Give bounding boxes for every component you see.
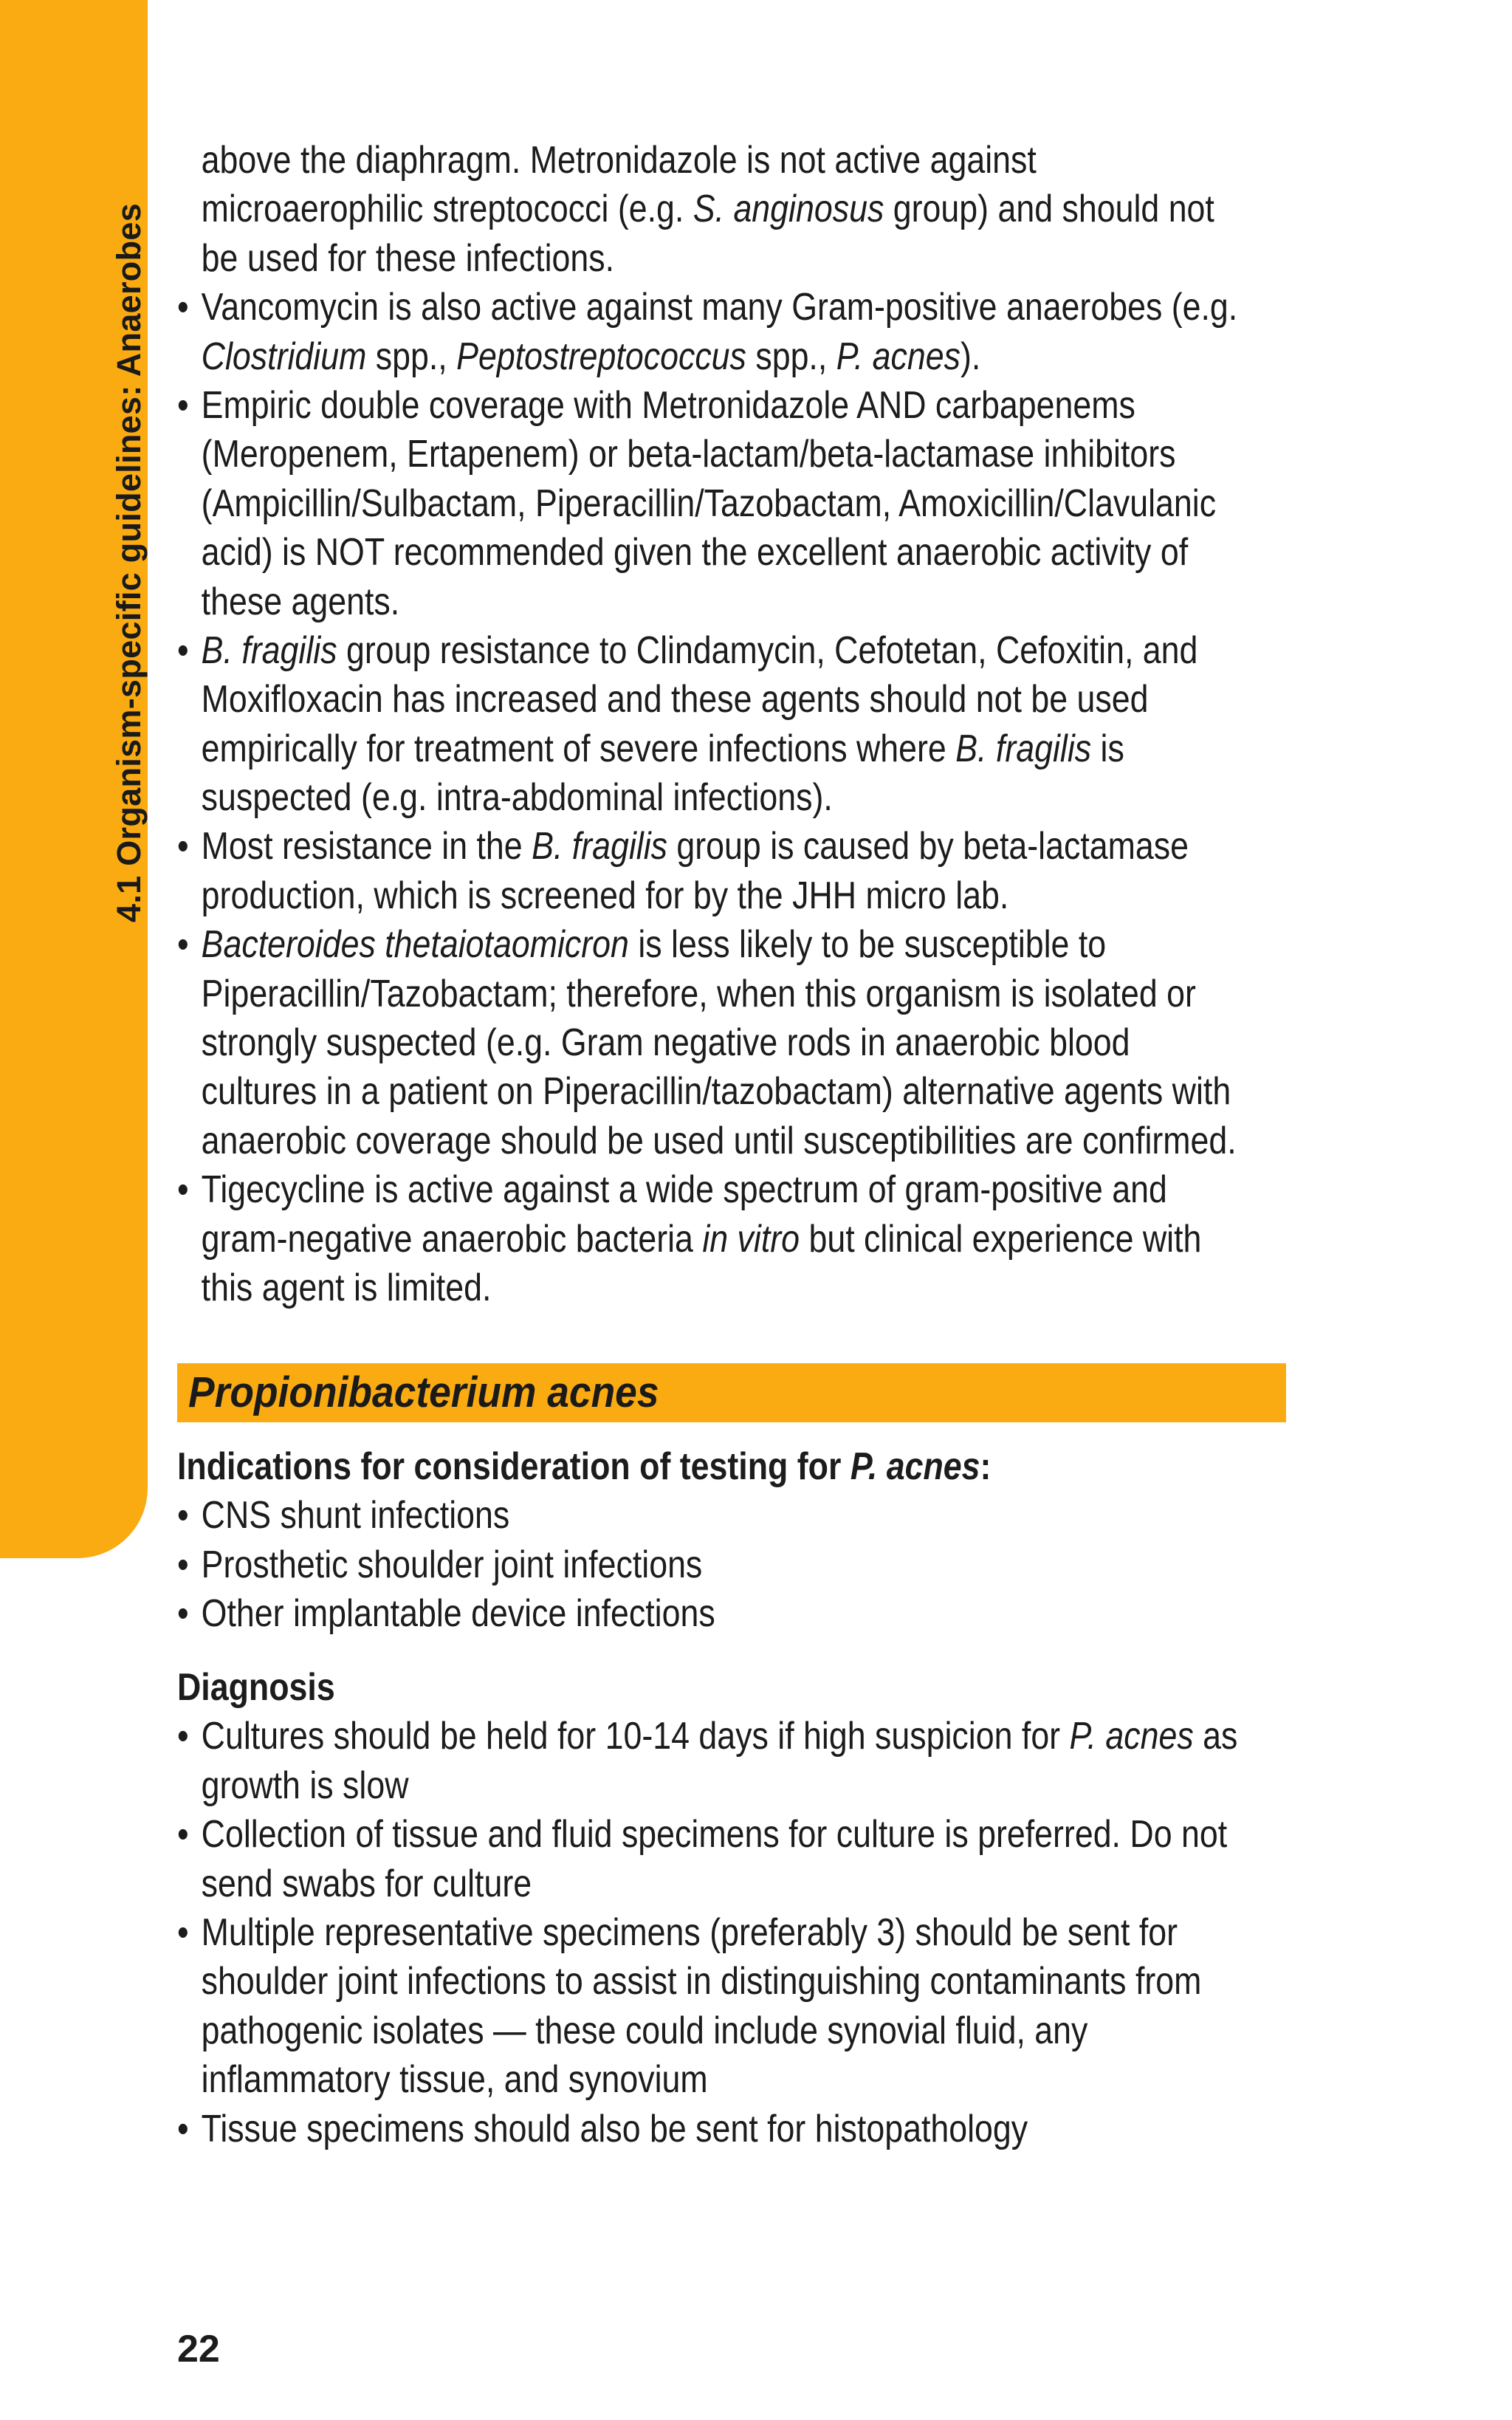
list-item-line: • Most resistance in the B. fragilis group is caused by beta-lactamase [177,822,1168,871]
list-item [177,1165,1329,1312]
list-item-line: • Multiple representative specimens (preferably 3) should be sent for [177,1908,1168,1957]
page-number: 22 [177,2328,220,2371]
list-item-line: • CNS shunt infections [177,1491,1168,1540]
bullet-icon: • [177,1592,189,1636]
list-item-line: • B. fragilis group resistance to Clindamycin, Cefotetan, Cefoxitin, and [177,626,1168,675]
diagnosis-list [177,1712,1329,2153]
list-item [177,1712,1329,1810]
bullet-icon: • [177,923,189,967]
bullet-icon: • [177,1168,189,1212]
diagnosis-block [177,1663,1329,2153]
body-text [177,136,1329,1312]
paragraph-line: above the diaphragm. Metronidazole is not active against [201,139,1037,182]
bullet-list [177,283,1329,1312]
list-item-line: anaerobic coverage should be used until susceptibilities are confirmed. [201,1119,1237,1162]
list-item [177,822,1329,920]
bullet-icon: • [177,383,189,427]
list-item-line: inflammatory tissue, and synovium [201,2058,708,2102]
list-item-line: • Cultures should be held for 10-14 days if high suspicion for P. acnes as [177,1712,1168,1761]
list-item-line: Moxifloxacin has increased and these agents should not be used [201,678,1149,721]
list-item-line: these agents. [201,580,400,623]
indications-block [177,1442,1329,1639]
bullet-icon: • [177,1813,189,1857]
list-item-line: strongly suspected (e.g. Gram negative rods in anaerobic blood [201,1021,1130,1065]
bullet-icon: • [177,1543,189,1586]
list-item-line: • Vancomycin is also active against many Gram-positive anaerobes (e.g. [177,283,1168,332]
bullet-icon: • [177,286,189,329]
list-item-line: • Bacteroides thetaiotaomicron is less likely to be susceptible to [177,920,1168,969]
section-title: Propionibacterium acnes [188,1368,659,1416]
list-item [177,1540,1329,1589]
bullet-icon: • [177,2107,189,2150]
indications-list [177,1491,1329,1638]
list-item [177,381,1329,626]
list-item [177,920,1329,1165]
list-item [177,283,1329,381]
list-item-line: • Prosthetic shoulder joint infections [177,1540,1168,1589]
list-item [177,1908,1329,2105]
bullet-icon: • [177,825,189,868]
continued-paragraph [177,136,1329,283]
list-item-line: • Tissue specimens should also be sent for histopathology [177,2105,1168,2153]
bullet-icon: • [177,1494,189,1538]
list-item-line: cultures in a patient on Piperacillin/tazobactam) alternative agents with [201,1070,1231,1114]
paragraph-line: be used for these infections. [201,236,615,280]
paragraph-line: microaerophilic streptococci (e.g. S. anginosus group) and should not [201,188,1214,231]
list-item-line: this agent is limited. [201,1266,492,1309]
list-item [177,1589,1329,1638]
list-item-line: shoulder joint infections to assist in distinguishing contaminants from [201,1960,1202,2003]
chapter-label: 4.1 Organism-specific guidelines: Anaerobes [110,202,148,922]
list-item-line: • Other implantable device infections [177,1589,1168,1638]
list-item-line: gram-negative anaerobic bacteria in vitro but clinical experience with [201,1217,1202,1261]
indications-heading: Indications for consideration of testing for P. acnes: [177,1445,992,1488]
list-item [177,1810,1329,1908]
list-item [177,1491,1329,1540]
list-item-line: suspected (e.g. intra-abdominal infections). [201,776,833,820]
list-item [177,2105,1329,2153]
bullet-icon: • [177,1910,189,1954]
list-item-line: (Meropenem, Ertapenem) or beta-lactam/beta-lactamase inhibitors [201,433,1176,476]
list-item-line: send swabs for culture [201,1862,532,1905]
list-item-line: Clostridium spp., Peptostreptococcus spp., P. acnes). [201,335,981,378]
list-item-line: (Ampicillin/Sulbactam, Piperacillin/Tazobactam, Amoxicillin/Clavulanic [201,481,1217,525]
list-item-line: production, which is screened for by the JHH micro lab. [201,874,1009,917]
diagnosis-heading: Diagnosis [177,1666,335,1709]
list-item-line: • Empiric double coverage with Metronidazole AND carbapenems [177,381,1168,430]
bullet-icon: • [177,1715,189,1758]
list-item-line: • Tigecycline is active against a wide spectrum of gram-positive and [177,1165,1168,1214]
list-item-line: empirically for treatment of severe infections where B. fragilis is [201,727,1124,770]
list-item-line: growth is slow [201,1763,409,1807]
list-item-line: pathogenic isolates — these could include synovial fluid, any [201,2009,1088,2052]
list-item [177,626,1329,823]
list-item-line: • Collection of tissue and fluid specimens for culture is preferred. Do not [177,1810,1168,1859]
bullet-icon: • [177,628,189,672]
list-item-line: acid) is NOT recommended given the excellent anaerobic activity of [201,531,1189,575]
list-item-line: Piperacillin/Tazobactam; therefore, when this organism is isolated or [201,972,1196,1015]
